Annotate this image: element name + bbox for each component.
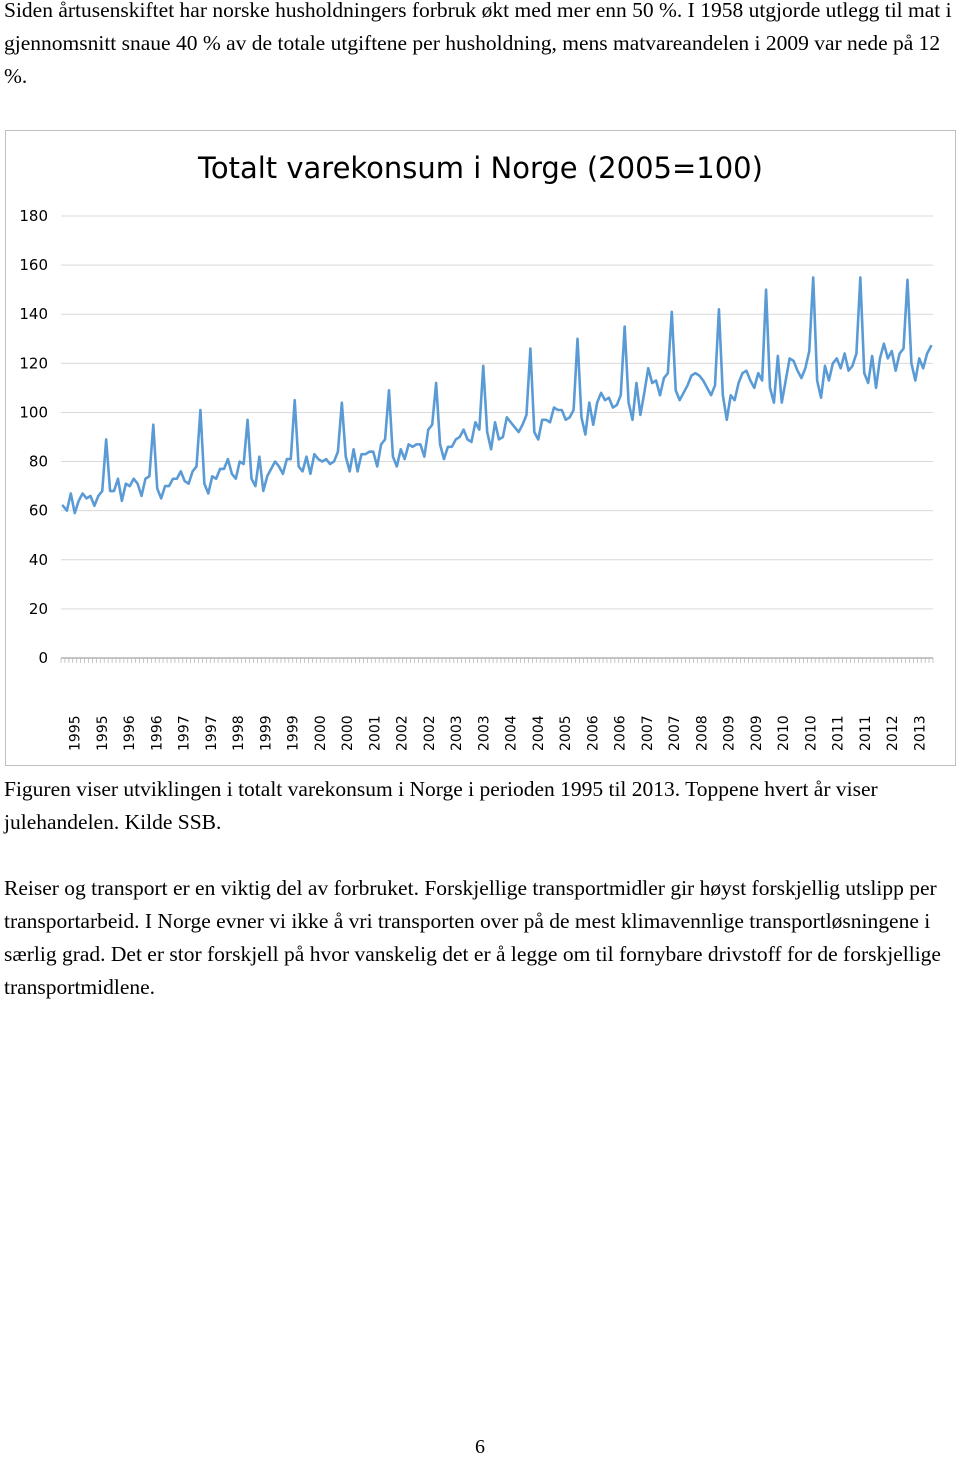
- page-number: 6: [475, 1436, 485, 1458]
- x-tick-label: 2003: [449, 715, 466, 751]
- y-tick-label: 120: [19, 354, 48, 373]
- x-tick-label: 2006: [585, 715, 602, 751]
- x-tick-label: 1997: [176, 715, 193, 751]
- x-tick-label: 2001: [367, 715, 384, 751]
- x-tick-label: 2012: [885, 715, 902, 751]
- x-tick-label: 2002: [421, 715, 438, 751]
- y-tick-label: 60: [28, 501, 48, 520]
- x-tick-label: 2003: [476, 715, 493, 751]
- x-tick-label: 2011: [857, 715, 874, 751]
- x-tick-label: 2010: [803, 715, 820, 751]
- x-tick-label: 2006: [612, 715, 629, 751]
- body-paragraph: Reiser og transport er en viktig del av forbruket. Forskjellige transportmidler gir høyst forskjellig utslipp per transportarbeid. I Norge evner vi ikke å vri transporten over på de mest klimavennlige transportløsningene i særlig grad. Det er stor forskjell på hvor vanskelig det er å legge om til fornybare drivstoff for de forskjellige transportmidlene.: [4, 876, 941, 999]
- y-tick-label: 40: [28, 550, 48, 569]
- x-tick-label: 2009: [721, 715, 738, 751]
- x-tick-label: 2005: [558, 715, 575, 751]
- x-tick-label: 2000: [312, 715, 329, 751]
- x-tick-label: 2007: [639, 715, 656, 751]
- chart-title: Totalt varekonsum i Norge (2005=100): [198, 151, 763, 185]
- y-tick-label: 140: [19, 305, 48, 324]
- x-tick-label: 2000: [340, 715, 357, 751]
- y-tick-label: 160: [19, 256, 48, 275]
- y-tick-label: 100: [19, 403, 48, 422]
- x-tick-label: 2010: [776, 715, 793, 751]
- line-chart: [6, 131, 955, 765]
- series-line: [63, 277, 931, 513]
- x-tick-label: 2011: [830, 715, 847, 751]
- y-tick-label: 80: [28, 452, 48, 471]
- x-tick-label: 2008: [694, 715, 711, 751]
- x-tick-label: 1999: [258, 715, 275, 751]
- x-tick-label: 1995: [67, 715, 84, 751]
- y-tick-label: 20: [28, 599, 48, 618]
- x-tick-label: 2007: [667, 715, 684, 751]
- y-tick-label: 180: [19, 207, 48, 225]
- x-tick-label: 1995: [94, 715, 111, 751]
- x-tick-label: 1998: [231, 715, 248, 751]
- x-tick-label: 1996: [149, 715, 166, 751]
- intro-paragraph: Siden årtusenskiftet har norske husholdningers forbruk økt med mer enn 50 %. I 1958 utgjorde utlegg til mat i gjennomsnitt snaue 40 % av de totale utgiftene per husholdning, mens matvareandelen i 2009 var nede på 12 %.: [4, 0, 952, 88]
- x-tick-label: 2009: [748, 715, 765, 751]
- figure-caption: Figuren viser utviklingen i totalt varekonsum i Norge i perioden 1995 til 2013. Toppene hvert år viser julehandelen. Kilde SSB.: [4, 777, 878, 834]
- x-tick-label: 2013: [912, 715, 929, 751]
- x-tick-label: 2004: [503, 715, 520, 751]
- y-tick-label: 0: [38, 649, 48, 667]
- x-tick-label: 1999: [285, 715, 302, 751]
- x-tick-label: 2004: [530, 715, 547, 751]
- x-tick-label: 1996: [122, 715, 139, 751]
- chart-container: [5, 130, 956, 766]
- x-tick-label: 2002: [394, 715, 411, 751]
- x-tick-label: 1997: [203, 715, 220, 751]
